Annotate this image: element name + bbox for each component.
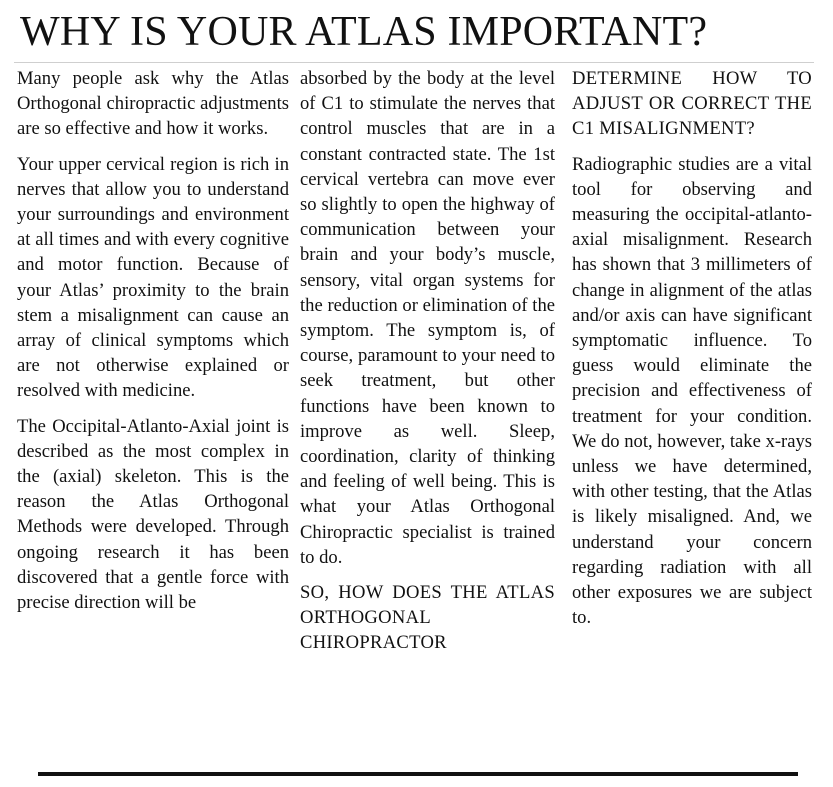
col2-section-heading: SO, HOW DOES THE ATLAS ORTHOGONAL CHIROPRACTOR — [300, 582, 555, 654]
column-3 — [572, 66, 812, 630]
col2-paragraph-c1: absorbed by the body at the level of C1 to stimulate the nerves that control muscles that are in a constant contracted state. The 1st cervical vertebra can move ever so slightly to open the highway of communication between your brain and your body’s muscle, sensory, vital organ systems for the reduction or elimination of the symptom. The symptom is, of course, paramount to your need to seek treatment, but other functions have been known to improve as well. Sleep, coordination, clarity of thinking and feeling of well being. This is what your Atlas Orthogonal Chiropractic specialist is trained to do. — [300, 68, 555, 568]
bottom-rule — [38, 772, 798, 776]
column-2 — [300, 66, 555, 656]
col3-section-heading: DETERMINE HOW TO ADJUST OR CORRECT THE C1 MISALIGNMENT? — [572, 68, 812, 140]
article-title: WHY IS YOUR ATLAS IMPORTANT? — [20, 9, 708, 55]
col1-paragraph-joint: The Occipital-Atlanto-Axial joint is described as the most complex in the (axial) skeleton. This is the reason the Atlas Orthogonal Methods were developed. Through ongoing research it has been discovered that a gentle force with precise direction will be — [17, 415, 289, 614]
col3-paragraph-radiographic: Radiographic studies are a vital tool for observing and measuring the occipital-atlanto-axial misalignment. Research has shown that 3 millimeters of change in alignment of the atlas and/or axis can have significant symptomatic influence. To guess would eliminate the precision and effectiveness of treatment for your condition. We do not, however, take x-rays unless we have determined, with other testing, that the Atlas is likely misaligned. And, we understand your concern regarding radiation with all other exposures we are subject to. — [572, 153, 812, 629]
col1-paragraph-intro: Many people ask why the Atlas Orthogonal chiropractic adjustments are so effective and how it works. — [17, 68, 289, 140]
title-rule — [14, 62, 814, 63]
col1-paragraph-cervical: Your upper cervical region is rich in nerves that allow you to understand your surroundings and environment at all times and with every cognitive and motor function. Because of your Atlas’ proximity to the brain stem a misalignment can cause an array of clinical symptoms which are not otherwise explained or resolved with medicine. — [17, 153, 289, 402]
column-1 — [17, 66, 289, 615]
